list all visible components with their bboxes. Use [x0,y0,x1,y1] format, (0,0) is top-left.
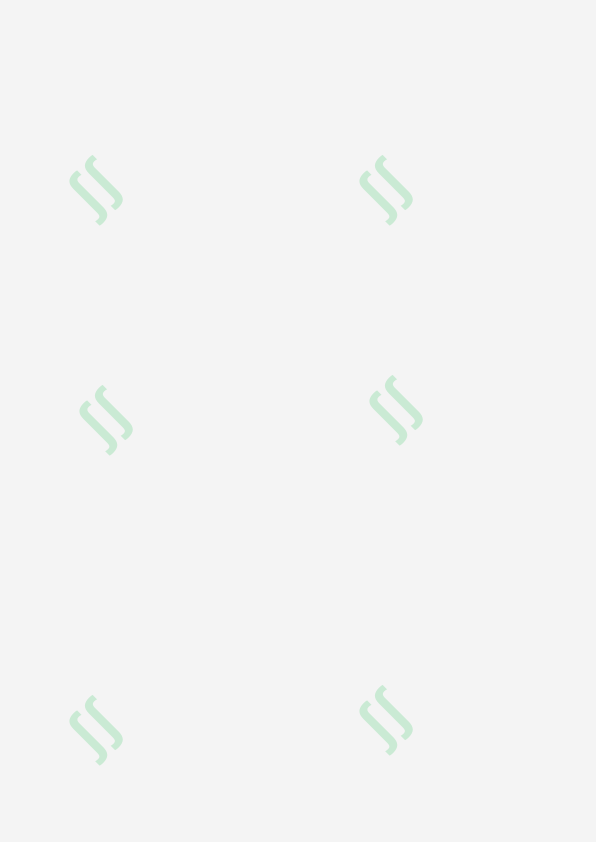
watermark-logo-icon: ʃʃ [63,377,143,456]
watermark-logo-icon: ʃʃ [53,687,133,766]
watermark [53,682,137,766]
linux-kernel-diagram [0,135,596,435]
watermark-logo-icon: ʃʃ [343,677,423,756]
watermark-logo-icon: ʃʃ [343,147,423,226]
watermark-logo-icon: ʃʃ [353,367,433,446]
watermark [343,672,427,756]
watermark-logo-icon: ʃʃ [53,147,133,226]
